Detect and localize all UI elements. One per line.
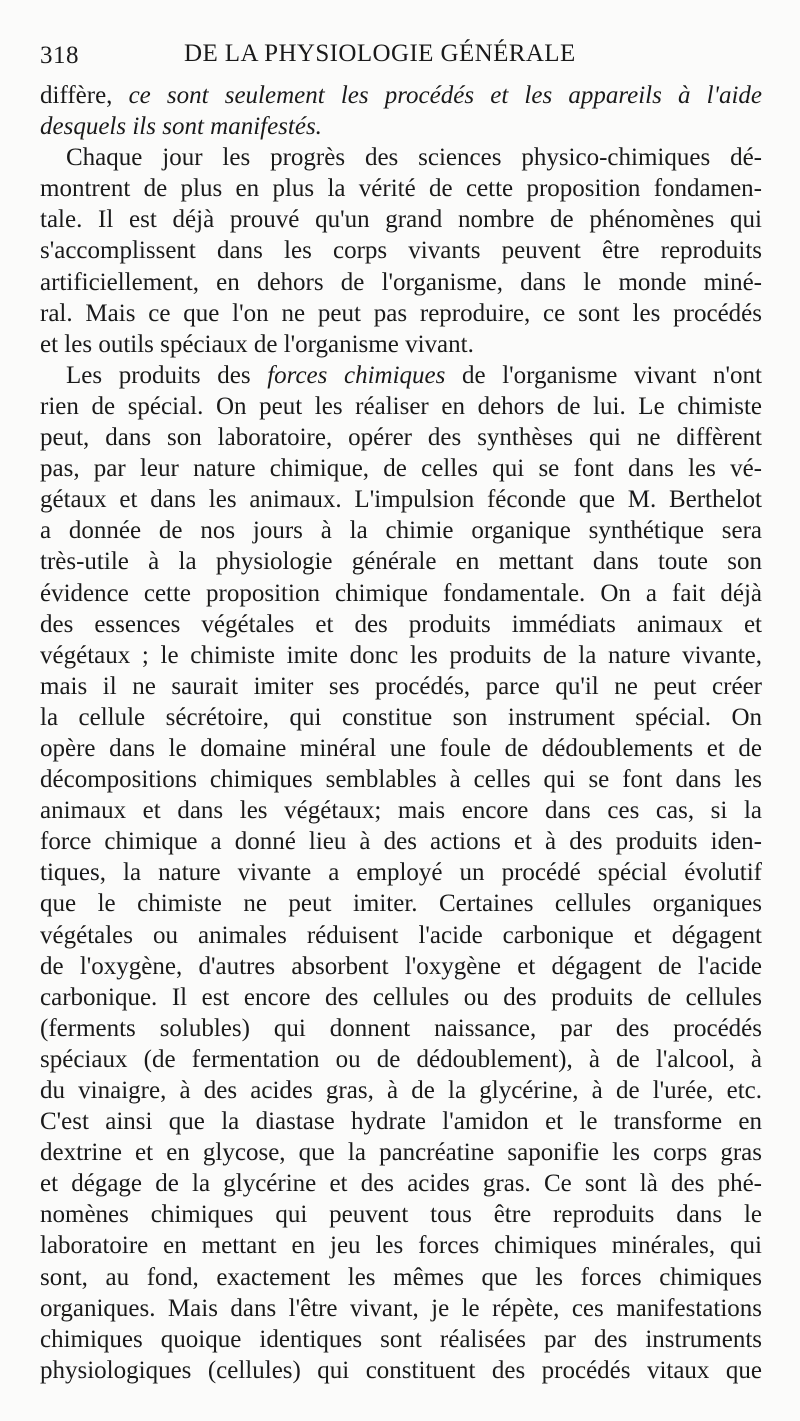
text-segment: laboratoire en mettant en jeu les forces chimiques minérales, qui	[40, 1232, 762, 1260]
text-line	[40, 1106, 762, 1137]
text-line	[40, 951, 762, 982]
text-line	[40, 1355, 762, 1386]
text-segment: physiologiques (cellules) qui constituent des procédés vitaux que	[40, 1356, 762, 1384]
italic-text: desquels ils sont manifestés.	[40, 113, 322, 141]
text-segment: très-utile à la physiologie générale en mettant dans toute son	[40, 548, 762, 576]
text-line	[40, 702, 762, 733]
text-segment: la cellule sécrétoire, qui constitue son instrument spécial. On	[40, 703, 762, 731]
text-line	[40, 391, 762, 422]
text-line	[40, 1075, 762, 1106]
text-line	[40, 1262, 762, 1293]
text-line	[40, 1013, 762, 1044]
text-segment: tale. Il est déjà prouvé qu'un grand nombre de phénomènes qui	[40, 206, 762, 234]
text-segment: rien de spécial. On peut les réaliser en dehors de lui. Le chimiste	[40, 392, 762, 420]
running-title: DE LA PHYSIOLOGIE GÉNÉRALE	[184, 40, 576, 67]
text-segment: Les produits des	[66, 361, 268, 389]
text-segment: gétaux et dans les animaux. L'impulsion féconde que M. Berthelot	[40, 486, 762, 514]
text-segment: décompositions chimiques semblables à celles qui se font dans les	[40, 766, 762, 794]
text-line	[40, 422, 762, 453]
text-segment: de l'organisme vivant n'ont	[445, 361, 762, 389]
text-line	[40, 1324, 762, 1355]
text-segment: et les outils spéciaux de l'organisme vivant.	[40, 330, 474, 358]
body-text	[40, 80, 762, 1386]
text-segment: s'accomplissent dans les corps vivants peuvent être reproduits	[40, 237, 762, 265]
text-line	[40, 111, 762, 142]
text-segment: tiques, la nature vivante a employé un procédé spécial évolutif	[40, 859, 762, 887]
text-line	[40, 1293, 762, 1324]
text-line	[40, 80, 762, 111]
text-line	[40, 298, 762, 329]
text-line	[40, 453, 762, 484]
text-segment: artificiellement, en dehors de l'organisme, dans le monde miné-	[40, 268, 762, 296]
text-segment: sont, au fond, exactement les mêmes que les forces chimiques	[40, 1263, 762, 1291]
text-line	[40, 329, 762, 360]
page-number: 318	[40, 42, 79, 69]
text-line	[40, 609, 762, 640]
text-line	[40, 360, 762, 391]
text-line	[40, 578, 762, 609]
text-line	[40, 1230, 762, 1261]
text-line	[40, 267, 762, 298]
text-segment: diffère,	[40, 82, 129, 109]
text-segment: que le chimiste ne peut imiter. Certaines cellules organiques	[40, 890, 762, 918]
text-line	[40, 671, 762, 702]
text-line	[40, 1168, 762, 1199]
text-segment: de l'oxygène, d'autres absorbent l'oxygène et dégagent de l'acide	[40, 952, 762, 980]
text-line	[40, 204, 762, 235]
text-segment: végétaux ; le chimiste imite donc les produits de la nature vivante,	[40, 641, 762, 669]
text-segment: des essences végétales et des produits immédiats animaux et	[40, 610, 762, 638]
text-line	[40, 640, 762, 671]
text-line	[40, 795, 762, 826]
text-segment: pas, par leur nature chimique, de celles qui se font dans les vé-	[40, 455, 762, 483]
text-line	[40, 826, 762, 857]
text-line	[40, 857, 762, 888]
text-segment: chimiques quoique identiques sont réalisées par des instruments	[40, 1325, 762, 1353]
text-segment: (ferments solubles) qui donnent naissance, par des procédés	[40, 1014, 762, 1042]
text-segment: force chimique a donné lieu à des actions et à des produits iden-	[40, 828, 762, 856]
italic-text: ce sont seulement les procédés et les appareils à l'aide	[128, 82, 762, 109]
text-line	[40, 546, 762, 577]
text-segment: opère dans le domaine minéral une foule de dédoublements et de	[40, 734, 762, 762]
text-segment: dextrine et en glycose, que la pancréatine saponifie les corps gras	[40, 1139, 762, 1167]
text-segment: et dégage de la glycérine et des acides gras. Ce sont là des phé-	[40, 1170, 762, 1198]
text-segment: peut, dans son laboratoire, opérer des synthèses qui ne diffèrent	[40, 424, 762, 452]
text-line	[40, 515, 762, 546]
text-segment: du vinaigre, à des acides gras, à de la glycérine, à de l'urée, etc.	[40, 1077, 762, 1104]
text-line	[40, 764, 762, 795]
text-segment: végétales ou animales réduisent l'acide carbonique et dégagent	[40, 921, 762, 949]
text-line	[40, 1044, 762, 1075]
text-segment: mais il ne saurait imiter ses procédés, parce qu'il ne peut créer	[40, 672, 762, 700]
text-segment: évidence cette proposition chimique fondamentale. On a fait déjà	[40, 579, 762, 607]
text-line	[40, 982, 762, 1013]
text-line	[40, 142, 762, 173]
italic-text: forces chimiques	[267, 361, 446, 389]
text-line	[40, 1199, 762, 1230]
page-header	[36, 40, 786, 74]
text-line	[40, 235, 762, 266]
text-line	[40, 733, 762, 764]
text-line	[40, 173, 762, 204]
text-segment: a donnée de nos jours à la chimie organique synthétique sera	[40, 517, 762, 545]
text-segment: Chaque jour les progrès des sciences physico-chimiques dé-	[66, 144, 762, 172]
text-segment: C'est ainsi que la diastase hydrate l'amidon et le transforme en	[40, 1108, 762, 1136]
text-segment: ral. Mais ce que l'on ne peut pas reproduire, ce sont les procédés	[40, 299, 762, 327]
text-segment: animaux et dans les végétaux; mais encore dans ces cas, si la	[40, 797, 762, 825]
text-line	[40, 484, 762, 515]
text-segment: organiques. Mais dans l'être vivant, je le répète, ces manifestations	[40, 1294, 762, 1322]
text-line	[40, 1137, 762, 1168]
text-line	[40, 920, 762, 951]
text-segment: montrent de plus en plus la vérité de cette proposition fondamen-	[40, 175, 762, 203]
text-segment: nomènes chimiques qui peuvent tous être reproduits dans le	[40, 1201, 762, 1229]
text-segment: spéciaux (de fermentation ou de dédoublement), à de l'alcool, à	[40, 1045, 762, 1073]
text-segment: carbonique. Il est encore des cellules ou des produits de cellules	[40, 983, 762, 1011]
text-line	[40, 888, 762, 919]
